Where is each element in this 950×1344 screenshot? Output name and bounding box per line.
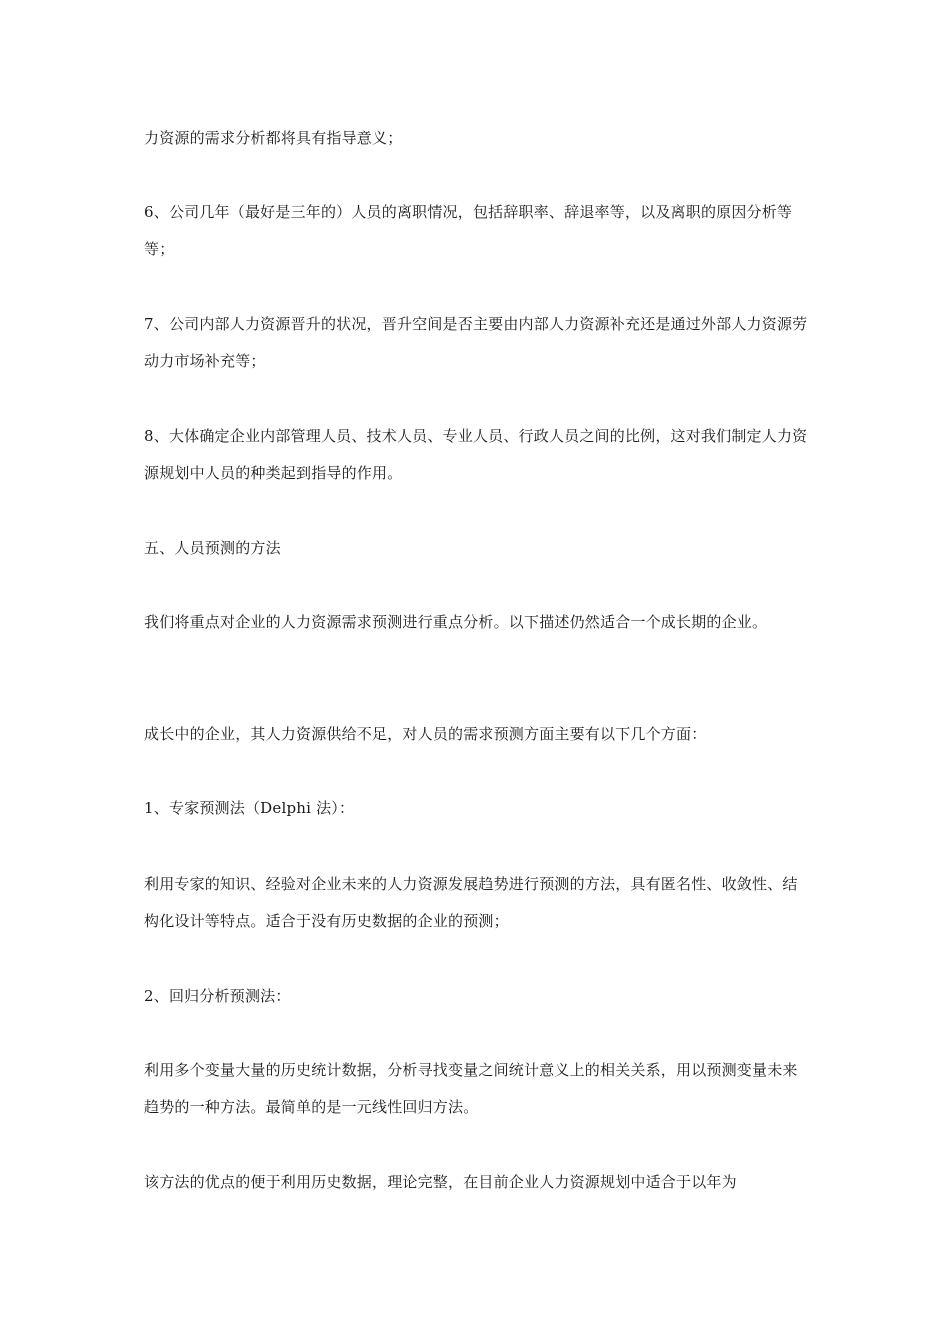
paragraph-item-7: 7、公司内部人力资源晋升的状况，晋升空间是否主要由内部人力资源补充还是通过外部人力资源劳动力市场补充等； [144,315,808,370]
paragraph-text: 该方法的优点的便于利用历史数据，理论完整，在目前企业人力资源规划中适合于以年为 [144,1173,737,1191]
paragraph-text: 利用多个变量大量的历史统计数据，分析寻找变量之间统计意义上的相关关系，用以预测变量未来趋势的一种方法。最简单的是一元线性回归方法。 [144,1061,798,1116]
paragraph-item-8: 8、大体确定企业内部管理人员、技术人员、专业人员、行政人员之间的比例，这对我们制定人力资源规划中人员的种类起到指导的作用。 [144,427,808,482]
method-heading-delphi: 1、专家预测法（Delphi 法）： [144,799,355,817]
paragraph-text: 成长中的企业，其人力资源供给不足，对人员的需求预测方面主要有以下几个方面： [144,725,707,743]
paragraph-text: 我们将重点对企业的人力资源需求预测进行重点分析。以下描述仍然适合一个成长期的企业。 [144,613,768,631]
paragraph-text: 力资源的需求分析都将具有指导意义； [144,129,403,147]
paragraph-text: 利用专家的知识、经验对企业未来的人力资源发展趋势进行预测的方法，具有匿名性、收敛性、结构化设计等特点。适合于没有历史数据的企业的预测； [144,875,798,930]
section-heading: 五、人员预测的方法 [144,539,281,557]
method-heading-regression: 2、回归分析预测法： [144,987,291,1005]
paragraph-item-6: 6、公司几年（最好是三年的）人员的离职情况，包括辞职率、辞退率等，以及离职的原因分析等等； [144,203,793,258]
